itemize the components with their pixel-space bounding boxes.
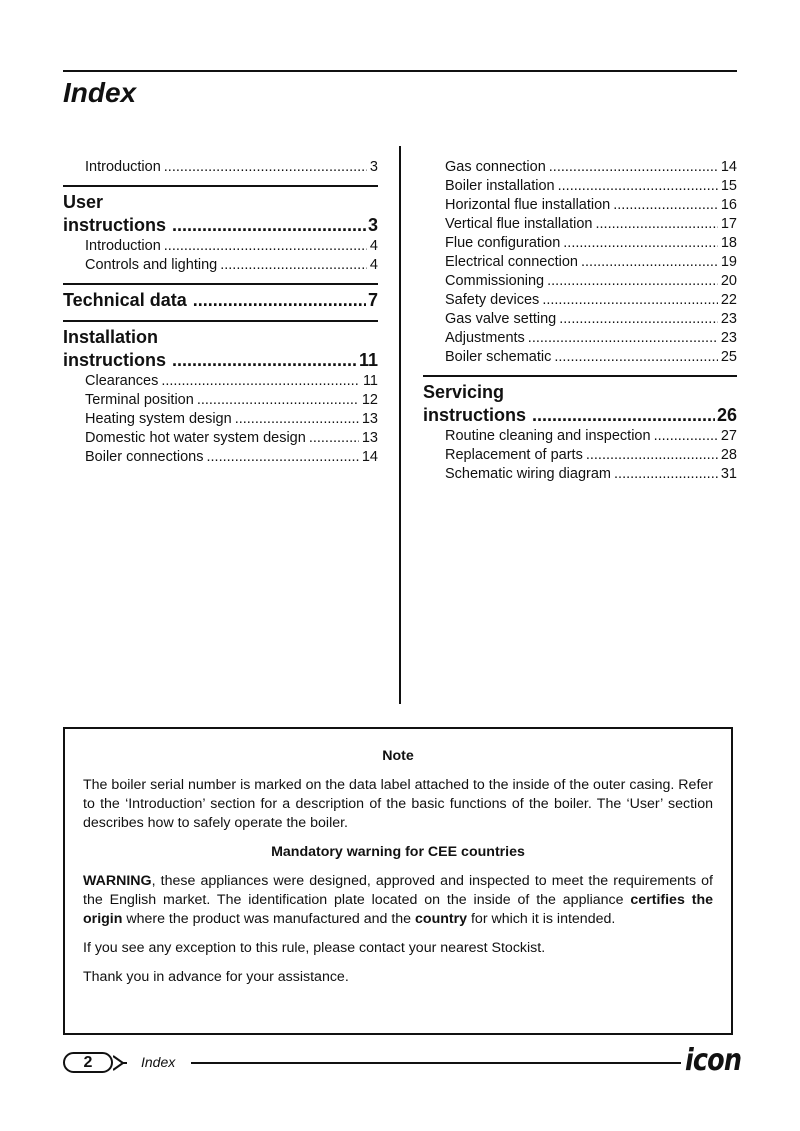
toc-section-user bbox=[63, 185, 378, 275]
toc-entry-page: 14 bbox=[361, 449, 378, 465]
toc-entry-page: 13 bbox=[361, 430, 378, 446]
toc-entry[interactable] bbox=[423, 329, 737, 348]
toc-entry[interactable] bbox=[423, 177, 737, 196]
footer-rule bbox=[191, 1062, 681, 1064]
toc-section-heading[interactable]: Installation bbox=[63, 327, 159, 347]
toc-section-page: 26 bbox=[716, 405, 737, 425]
index-right-column bbox=[423, 158, 737, 484]
page-title: Index bbox=[63, 77, 137, 108]
toc-section-heading-line[interactable] bbox=[63, 289, 378, 312]
toc-entry-label: Gas connection bbox=[445, 159, 546, 175]
toc-dot-leader bbox=[164, 158, 367, 177]
toc-entry-page: 18 bbox=[720, 235, 737, 251]
toc-dot-leader bbox=[172, 214, 366, 237]
note-box bbox=[63, 727, 733, 1035]
toc-entry-label: Adjustments bbox=[445, 330, 525, 346]
toc-entry-page: 27 bbox=[720, 428, 737, 444]
note-paragraph-serial: The boiler serial number is marked on the data label attached to the inside of the outer casing. Refer to the ‘Introduction’ section for a description of the basic functions of the boiler. The ‘User’ section describes how to safely operate the boiler. bbox=[83, 777, 713, 831]
toc-entry-label: Controls and lighting bbox=[85, 257, 218, 273]
toc-dot-leader bbox=[596, 215, 718, 234]
footer-section-label: Index bbox=[141, 1054, 176, 1070]
toc-entry-page: 22 bbox=[720, 292, 737, 308]
toc-entry[interactable] bbox=[63, 410, 378, 429]
toc-entry-page: 23 bbox=[720, 330, 737, 346]
toc-dot-leader bbox=[563, 234, 718, 253]
toc-section-heading-text: instructions bbox=[63, 350, 167, 370]
toc-entry[interactable] bbox=[423, 446, 737, 465]
page-number-badge: 2 bbox=[63, 1052, 113, 1073]
warning-text: for which it is intended. bbox=[467, 911, 616, 927]
toc-entry-label: Electrical connection bbox=[445, 254, 578, 270]
toc-dot-leader bbox=[613, 196, 718, 215]
toc-dot-leader bbox=[172, 349, 357, 372]
toc-entry-label: Gas valve setting bbox=[445, 311, 557, 327]
warning-label: WARNING bbox=[83, 873, 152, 889]
toc-dot-leader bbox=[559, 310, 718, 329]
toc-entry-page: 25 bbox=[720, 349, 737, 365]
toc-dot-leader bbox=[309, 429, 359, 448]
toc-section-heading-text: instructions bbox=[63, 215, 167, 235]
note-heading-warning: Mandatory warning for CEE countries bbox=[271, 844, 525, 860]
note-paragraph-warning bbox=[83, 872, 713, 929]
toc-dot-leader bbox=[549, 158, 718, 177]
toc-dot-leader bbox=[528, 329, 718, 348]
toc-dot-leader bbox=[542, 291, 718, 310]
toc-entry-page: 3 bbox=[369, 159, 378, 175]
warning-emphasis-origin: certifies the origin bbox=[83, 892, 713, 927]
toc-section-page: 3 bbox=[367, 215, 378, 235]
toc-section-page: 11 bbox=[358, 350, 378, 370]
toc-entry-label: Clearances bbox=[85, 373, 159, 389]
toc-section-heading[interactable]: User bbox=[63, 192, 104, 212]
toc-entry-page: 17 bbox=[720, 216, 737, 232]
page-footer bbox=[63, 1043, 742, 1078]
toc-entry-label: Horizontal flue installation bbox=[445, 197, 611, 213]
toc-section-installation bbox=[63, 320, 378, 467]
toc-entry-label: Boiler installation bbox=[445, 178, 555, 194]
index-left-column bbox=[63, 158, 378, 467]
toc-entry-label: Replacement of parts bbox=[445, 447, 583, 463]
toc-entry-label: Flue configuration bbox=[445, 235, 561, 251]
toc-dot-leader bbox=[581, 253, 718, 272]
toc-entry-label: Safety devices bbox=[445, 292, 540, 308]
warning-text: where the product was manufactured and the bbox=[122, 911, 416, 927]
toc-entry-label: Introduction bbox=[85, 238, 161, 254]
warning-emphasis-country: country bbox=[415, 911, 468, 927]
toc-section-technical bbox=[63, 283, 378, 312]
toc-dot-leader bbox=[161, 372, 360, 391]
toc-entry-label: Vertical flue installation bbox=[445, 216, 593, 232]
toc-entry[interactable] bbox=[63, 237, 378, 256]
note-heading: Note bbox=[382, 748, 414, 764]
toc-entry-label: Commissioning bbox=[445, 273, 545, 289]
toc-entry[interactable] bbox=[423, 215, 737, 234]
toc-entry-label: Schematic wiring diagram bbox=[445, 466, 612, 482]
brand-logo: icon bbox=[685, 1043, 742, 1078]
top-rule bbox=[63, 70, 737, 72]
toc-entry-label: Domestic hot water system design bbox=[85, 430, 306, 446]
toc-entry-label: Routine cleaning and inspection bbox=[445, 428, 651, 444]
toc-entry[interactable] bbox=[423, 291, 737, 310]
toc-entry-page: 14 bbox=[720, 159, 737, 175]
toc-section-page: 7 bbox=[367, 290, 378, 310]
toc-section-heading-line[interactable] bbox=[63, 214, 378, 237]
toc-entry[interactable] bbox=[423, 427, 737, 446]
toc-entry[interactable] bbox=[423, 310, 737, 329]
toc-entry[interactable] bbox=[423, 234, 737, 253]
toc-entry[interactable] bbox=[423, 348, 737, 367]
toc-entry-page: 31 bbox=[720, 466, 737, 482]
toc-entry-page: 13 bbox=[361, 411, 378, 427]
toc-entry[interactable] bbox=[63, 256, 378, 275]
toc-dot-leader bbox=[614, 465, 718, 484]
toc-section-heading-line[interactable] bbox=[63, 349, 378, 372]
toc-dot-leader bbox=[554, 348, 717, 367]
toc-entry-page: 11 bbox=[362, 373, 378, 389]
toc-entry-introduction[interactable] bbox=[63, 158, 378, 177]
toc-section-heading-text: Technical data bbox=[63, 290, 187, 310]
toc-entry-label: Heating system design bbox=[85, 411, 232, 427]
toc-entry-label: Boiler schematic bbox=[445, 349, 552, 365]
toc-dot-leader bbox=[193, 289, 366, 312]
toc-entry-label: Terminal position bbox=[85, 392, 194, 408]
warning-text: , these appliances were designed, approved and inspected to meet the requirements of the English market. The identification plate located on the inside of the appliance bbox=[83, 873, 713, 908]
toc-dot-leader bbox=[547, 272, 718, 291]
toc-dot-leader bbox=[197, 391, 359, 410]
toc-dot-leader bbox=[558, 177, 718, 196]
column-divider bbox=[399, 146, 401, 704]
toc-dot-leader bbox=[235, 410, 359, 429]
toc-entry[interactable] bbox=[63, 448, 378, 467]
toc-entry-label: Boiler connections bbox=[85, 449, 204, 465]
page-pointer-icon bbox=[113, 1053, 127, 1073]
toc-entry[interactable] bbox=[63, 429, 378, 448]
toc-entry-page: 16 bbox=[720, 197, 737, 213]
toc-entry-page: 28 bbox=[720, 447, 737, 463]
toc-section-heading-text: instructions bbox=[423, 405, 527, 425]
note-paragraph-thanks: Thank you in advance for your assistance. bbox=[83, 969, 349, 985]
toc-entry-page: 23 bbox=[720, 311, 737, 327]
toc-dot-leader bbox=[532, 404, 715, 427]
toc-section-servicing bbox=[423, 375, 737, 484]
toc-entry[interactable] bbox=[423, 158, 737, 177]
toc-entry-page: 4 bbox=[369, 257, 378, 273]
toc-entry-page: 20 bbox=[720, 273, 737, 289]
toc-entry-page: 12 bbox=[361, 392, 378, 408]
toc-entry[interactable] bbox=[63, 372, 378, 391]
toc-entry[interactable] bbox=[423, 272, 737, 291]
toc-section-heading-line[interactable] bbox=[423, 404, 737, 427]
toc-entry-page: 15 bbox=[720, 178, 737, 194]
toc-entry[interactable] bbox=[423, 465, 737, 484]
toc-entry-label: Introduction bbox=[85, 159, 161, 175]
toc-dot-leader bbox=[654, 427, 718, 446]
toc-entry[interactable] bbox=[423, 253, 737, 272]
toc-entry[interactable] bbox=[423, 196, 737, 215]
toc-dot-leader bbox=[586, 446, 718, 465]
toc-entry[interactable] bbox=[63, 391, 378, 410]
toc-entry-page: 4 bbox=[369, 238, 378, 254]
toc-dot-leader bbox=[207, 448, 359, 467]
toc-section-heading[interactable]: Servicing bbox=[423, 382, 505, 402]
toc-entry-page: 19 bbox=[720, 254, 737, 270]
toc-dot-leader bbox=[164, 237, 367, 256]
toc-dot-leader bbox=[220, 256, 367, 275]
note-paragraph-exception: If you see any exception to this rule, please contact your nearest Stockist. bbox=[83, 940, 546, 956]
